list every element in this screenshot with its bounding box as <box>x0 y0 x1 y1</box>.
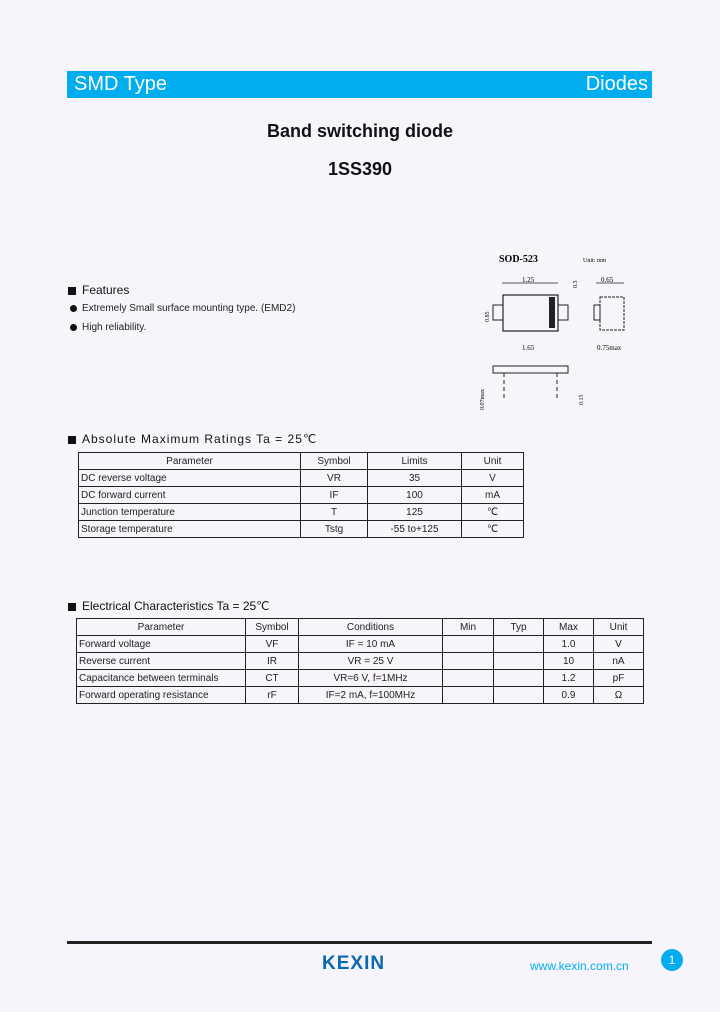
footer-divider <box>67 941 652 944</box>
table-cell: Forward operating resistance <box>77 687 246 704</box>
table-cell: VF <box>246 636 299 653</box>
table-cell: Typ <box>494 619 544 636</box>
table-cell: mA <box>462 487 524 504</box>
package-name: SOD-523 <box>499 254 538 265</box>
table-cell: Parameter <box>77 619 246 636</box>
table-cell: 100 <box>368 487 462 504</box>
table-cell: DC reverse voltage <box>79 470 301 487</box>
header-type: SMD Type <box>74 73 167 95</box>
abs-max-table <box>78 452 524 538</box>
table-cell: Junction temperature <box>79 504 301 521</box>
svg-text:1.65: 1.65 <box>522 344 535 352</box>
package-diagram <box>470 250 650 420</box>
svg-text:1.25: 1.25 <box>522 276 535 284</box>
table-cell <box>494 653 544 670</box>
table-row <box>79 504 524 521</box>
table-cell: Unit <box>594 619 644 636</box>
features-heading: Features <box>68 283 129 297</box>
table-cell: V <box>462 470 524 487</box>
elec-table <box>76 618 644 704</box>
svg-text:0.15: 0.15 <box>579 394 585 405</box>
table-cell: Symbol <box>301 453 368 470</box>
feature-item: High reliability. <box>70 322 146 333</box>
table-cell: Reverse current <box>77 653 246 670</box>
table-cell: pF <box>594 670 644 687</box>
table-cell: Min <box>443 619 494 636</box>
table-row <box>79 521 524 538</box>
table-row <box>77 653 644 670</box>
table-cell <box>494 636 544 653</box>
table-cell: V <box>594 636 644 653</box>
package-unit: Unit: mm <box>583 258 607 264</box>
svg-text:0.3: 0.3 <box>573 280 579 288</box>
table-row <box>79 470 524 487</box>
table-cell: IF <box>301 487 368 504</box>
table-cell: Max <box>544 619 594 636</box>
svg-text:0.07max: 0.07max <box>480 389 486 410</box>
table-cell: VR=6 V, f=1MHz <box>299 670 443 687</box>
table-cell <box>443 687 494 704</box>
table-cell: IF = 10 mA <box>299 636 443 653</box>
table-cell <box>443 653 494 670</box>
table-cell: ℃ <box>462 521 524 538</box>
svg-text:0.85: 0.85 <box>485 311 491 322</box>
table-row <box>77 687 644 704</box>
table-cell: 1.2 <box>544 670 594 687</box>
table-cell: Storage temperature <box>79 521 301 538</box>
svg-text:0.75max: 0.75max <box>597 344 622 352</box>
table-cell: Limits <box>368 453 462 470</box>
table-cell: Unit <box>462 453 524 470</box>
table-cell: VR = 25 V <box>299 653 443 670</box>
table-cell: ℃ <box>462 504 524 521</box>
table-cell: Ω <box>594 687 644 704</box>
table-cell: -55 to+125 <box>368 521 462 538</box>
table-cell: Conditions <box>299 619 443 636</box>
part-number: 1SS390 <box>327 159 393 179</box>
table-cell: rF <box>246 687 299 704</box>
table-row <box>77 670 644 687</box>
table-cell: VR <box>301 470 368 487</box>
page-number: 1 <box>661 949 683 971</box>
table-cell <box>494 687 544 704</box>
page-title: Band switching diode <box>266 121 453 141</box>
website-link[interactable]: www.kexin.com.cn <box>530 959 629 973</box>
table-cell: IR <box>246 653 299 670</box>
table-cell <box>443 670 494 687</box>
table-cell: 10 <box>544 653 594 670</box>
feature-item: Extremely Small surface mounting type. (EMD2) <box>70 303 295 314</box>
table-cell: 35 <box>368 470 462 487</box>
table-cell: Symbol <box>246 619 299 636</box>
table-cell: Parameter <box>79 453 301 470</box>
table-cell: IF=2 mA, f=100MHz <box>299 687 443 704</box>
table-cell: 0.9 <box>544 687 594 704</box>
table-row <box>79 487 524 504</box>
kexin-logo: KEXIN <box>322 953 386 974</box>
header-category: Diodes <box>585 73 648 95</box>
svg-text:0.65: 0.65 <box>601 276 614 284</box>
table-cell: 125 <box>368 504 462 521</box>
table-cell: Capacitance between terminals <box>77 670 246 687</box>
table-cell <box>443 636 494 653</box>
table-cell: DC forward current <box>79 487 301 504</box>
table-cell: Forward voltage <box>77 636 246 653</box>
header-bar <box>67 71 652 98</box>
table-cell: T <box>301 504 368 521</box>
abs-max-heading: Absolute Maximum Ratings Ta = 25℃ <box>68 432 317 446</box>
table-cell: nA <box>594 653 644 670</box>
table-cell: Tstg <box>301 521 368 538</box>
table-cell: CT <box>246 670 299 687</box>
table-cell: 1.0 <box>544 636 594 653</box>
elec-heading: Electrical Characteristics Ta = 25℃ <box>68 599 270 613</box>
table-cell <box>494 670 544 687</box>
table-row <box>77 636 644 653</box>
